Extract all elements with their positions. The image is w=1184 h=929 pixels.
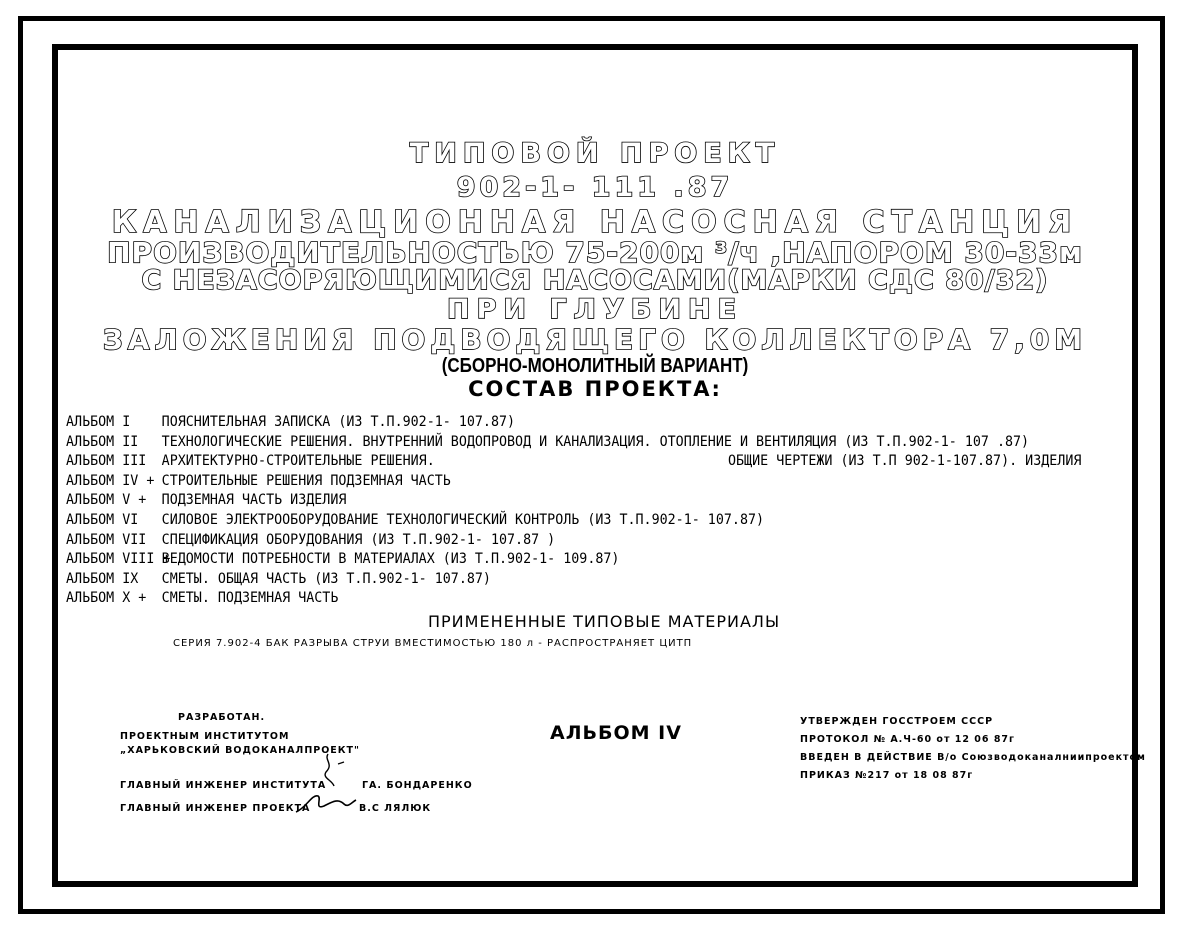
album-text: ТЕХНОЛОГИЧЕСКИЕ РЕШЕНИЯ. ВНУТРЕННИЙ ВОДОПРОВОД И КАНАЛИЗАЦИЯ. ОТОПЛЕНИЕ И ВЕНТИЛЯЦИЯ (ИЗ Т.П.902-1- 107 .87) <box>161 433 1030 450</box>
chief-engineer-project: ГЛАВНЫЙ ИНЖЕНЕР ПРОЕКТА <box>120 803 311 814</box>
album-mark: АЛЬБОМ IV <box>550 722 682 744</box>
list-item <box>66 570 1029 590</box>
album-text: СИЛОВОЕ ЭЛЕКТРООБОРУДОВАНИЕ ТЕХНОЛОГИЧЕСКИЙ КОНТРОЛЬ (ИЗ Т.П.902-1- 107.87) <box>161 511 765 528</box>
list-item <box>66 589 1029 609</box>
album-text: ВЕДОМОСТИ ПОТРЕБНОСТИ В МАТЕРИАЛАХ (ИЗ Т.П.902-1- 109.87) <box>161 551 620 568</box>
chief-engineer-institute: ГЛАВНЫЙ ИНЖЕНЕР ИНСТИТУТА <box>120 780 327 791</box>
list-item <box>66 491 1029 511</box>
developer-heading: РАЗРАБОТАН. <box>178 712 266 723</box>
approval-line-1: УТВЕРЖДЕН ГОССТРОЕМ СССР <box>800 716 994 727</box>
album-label: АЛЬБОМ VII <box>66 531 147 548</box>
album-list <box>66 413 1029 609</box>
album-label: АЛЬБОМ VI <box>66 511 139 528</box>
album-text: ПОДЗЕМНАЯ ЧАСТЬ ИЗДЕЛИЯ <box>161 492 347 509</box>
album-label: АЛЬБОМ II <box>66 433 139 450</box>
album-label: АЛЬБОМ IX <box>66 570 139 587</box>
title-pumps: С НЕЗАСОРЯЮЩИМИСЯ НАСОСАМИ(МАРКИ СДС 80/32) <box>141 265 1049 296</box>
album-text: АРХИТЕКТУРНО-СТРОИТЕЛЬНЫЕ РЕШЕНИЯ. <box>161 453 435 470</box>
album-text: СМЕТЫ. ОБЩАЯ ЧАСТЬ (ИЗ Т.П.902-1- 107.87) <box>161 570 491 587</box>
subtitle-variant: (СБОРНО-МОНОЛИТНЫЙ ВАРИАНТ) <box>441 355 749 377</box>
album-label: АЛЬБОМ IV + <box>66 472 155 489</box>
album-label: АЛЬБОМ V + <box>66 492 147 509</box>
developer-name: „ХАРЬКОВСКИЙ ВОДОКАНАЛПРОЕКТ" <box>120 745 360 756</box>
developer-institute: ПРОЕКТНЫМ ИНСТИТУТОМ <box>120 731 290 742</box>
list-item <box>66 531 1029 551</box>
album-text: СТРОИТЕЛЬНЫЕ РЕШЕНИЯ ПОДЗЕМНАЯ ЧАСТЬ <box>161 472 451 489</box>
album-label: АЛЬБОМ X + <box>66 590 147 607</box>
album-label: АЛЬБОМ III <box>66 453 147 470</box>
title-depth: ПРИ ГЛУБИНЕ <box>446 294 744 325</box>
project-number: 902-1- 111 .87 <box>456 172 734 203</box>
list-item <box>66 433 1029 453</box>
album-label: АЛЬБОМ VIII + <box>66 551 171 568</box>
album-text: СПЕЦИФИКАЦИЯ ОБОРУДОВАНИЯ (ИЗ Т.П.902-1- 107.87 ) <box>161 531 556 548</box>
album3-note: ОБЩИЕ ЧЕРТЕЖИ (ИЗ Т.П 902-1-107.87). ИЗДЕЛИЯ <box>728 453 1082 469</box>
approval-line-3: ВВЕДЕН В ДЕЙСТВИЕ В/о Союзводоканалниипроектом <box>800 752 1146 763</box>
approval-line-2: ПРОТОКОЛ № А.Ч-60 от 12 06 87г <box>800 734 1016 745</box>
title-typical-project: ТИПОВОЙ ПРОЕКТ <box>409 138 781 169</box>
list-item <box>66 413 1029 433</box>
title-capacity: ПРОИЗВОДИТЕЛЬНОСТЬЮ 75-200м ³/ч ,НАПОРОМ 30-33м <box>107 236 1083 269</box>
applied-series: СЕРИЯ 7.902-4 БАК РАЗРЫВА СТРУИ ВМЕСТИМОСТЬЮ 180 л - РАСПРОСТРАНЯЕТ ЦИТП <box>173 638 693 649</box>
applied-materials-heading: ПРИМЕНЕННЫЕ ТИПОВЫЕ МАТЕРИАЛЫ <box>428 612 781 631</box>
title-collector: ЗАЛОЖЕНИЯ ПОДВОДЯЩЕГО КОЛЛЕКТОРА 7,0М <box>102 323 1088 356</box>
list-item <box>66 511 1029 531</box>
album-label: АЛЬБОМ I <box>66 414 131 430</box>
list-item <box>66 472 1029 492</box>
chief-engineer-institute-name: ГА. БОНДАРЕНКО <box>362 780 473 791</box>
composition-heading: СОСТАВ ПРОЕКТА: <box>468 377 722 401</box>
album-text: ПОЯСНИТЕЛЬНАЯ ЗАПИСКА (ИЗ Т.П.902-1- 107.87) <box>161 414 516 430</box>
title-station: КАНАЛИЗАЦИОННАЯ НАСОСНАЯ СТАНЦИЯ <box>111 205 1079 240</box>
list-item <box>66 550 1029 570</box>
approval-line-4: ПРИКАЗ №217 от 18 08 87г <box>800 770 974 781</box>
chief-engineer-project-name: В.С ЛЯЛЮК <box>359 803 432 814</box>
signature-icon <box>294 788 358 818</box>
title-sheet <box>52 44 1146 887</box>
album-text: СМЕТЫ. ПОДЗЕМНАЯ ЧАСТЬ <box>161 590 339 607</box>
